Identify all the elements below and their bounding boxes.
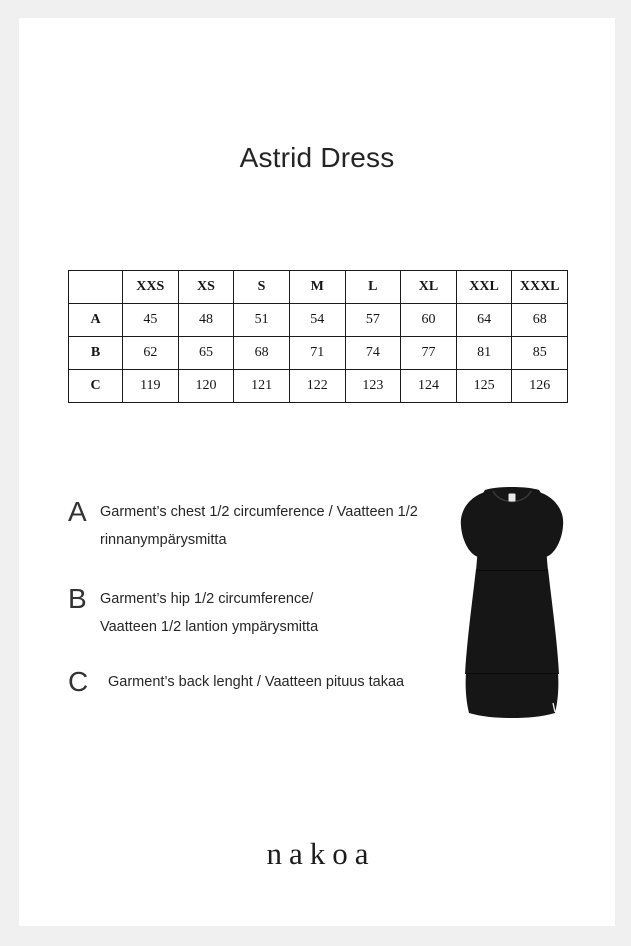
size-value-cell: 48: [178, 304, 234, 337]
size-value-cell: 122: [289, 370, 345, 403]
legend-text-line: Garment’s hip 1/2 circumference/: [100, 591, 314, 607]
size-value-cell: 60: [401, 304, 457, 337]
size-table-corner-cell: [69, 271, 123, 304]
size-value-cell: 123: [345, 370, 401, 403]
document-page: [19, 18, 615, 926]
size-value-cell: 125: [456, 370, 512, 403]
table-row-b: [69, 337, 568, 370]
size-column-header: XL: [401, 271, 457, 304]
size-column-header: L: [345, 271, 401, 304]
size-value-cell: 71: [289, 337, 345, 370]
row-label: C: [69, 370, 123, 403]
legend-text-line: Garment’s back lenght / Vaatteen pituus takaa: [108, 674, 405, 690]
size-table: [68, 270, 568, 403]
size-value-cell: 62: [123, 337, 179, 370]
row-label: B: [69, 337, 123, 370]
size-value-cell: 45: [123, 304, 179, 337]
size-value-cell: 119: [123, 370, 179, 403]
legend-item-a: [68, 498, 418, 554]
legend-letter-a: A: [68, 496, 87, 527]
size-value-cell: 57: [345, 304, 401, 337]
size-value-cell: 68: [512, 304, 568, 337]
brand-logo: nakoa: [266, 836, 376, 871]
size-value-cell: 74: [345, 337, 401, 370]
dress-photo: [447, 484, 577, 719]
legend-item-b: [68, 585, 318, 641]
size-table-header-row: [69, 271, 568, 304]
size-value-cell: 81: [456, 337, 512, 370]
size-value-cell: 51: [234, 304, 290, 337]
size-value-cell: 85: [512, 337, 568, 370]
legend-text-line: Garment’s chest 1/2 circumference / Vaatteen 1/2: [100, 504, 418, 520]
dress-illustration: [447, 484, 577, 719]
legend-text-line: Vaatteen 1/2 lantion ympärysmitta: [100, 619, 319, 635]
size-column-header: M: [289, 271, 345, 304]
size-value-cell: 64: [456, 304, 512, 337]
size-column-header: S: [234, 271, 290, 304]
size-column-header: XXXL: [512, 271, 568, 304]
size-column-header: XXL: [456, 271, 512, 304]
size-value-cell: 121: [234, 370, 290, 403]
size-value-cell: 126: [512, 370, 568, 403]
legend-letter-b: B: [68, 583, 87, 614]
legend-text-line: rinnanympärysmitta: [100, 532, 227, 548]
row-label: A: [69, 304, 123, 337]
page-title: Astrid Dress: [239, 142, 395, 173]
size-column-header: XXS: [123, 271, 179, 304]
size-value-cell: 65: [178, 337, 234, 370]
legend-letter-c: C: [68, 666, 89, 697]
table-row-a: [69, 304, 568, 337]
table-row-c: [69, 370, 568, 403]
size-value-cell: 120: [178, 370, 234, 403]
size-value-cell: 77: [401, 337, 457, 370]
size-value-cell: 54: [289, 304, 345, 337]
size-value-cell: 68: [234, 337, 290, 370]
legend-item-c: [68, 668, 404, 696]
size-value-cell: 124: [401, 370, 457, 403]
size-column-header: XS: [178, 271, 234, 304]
